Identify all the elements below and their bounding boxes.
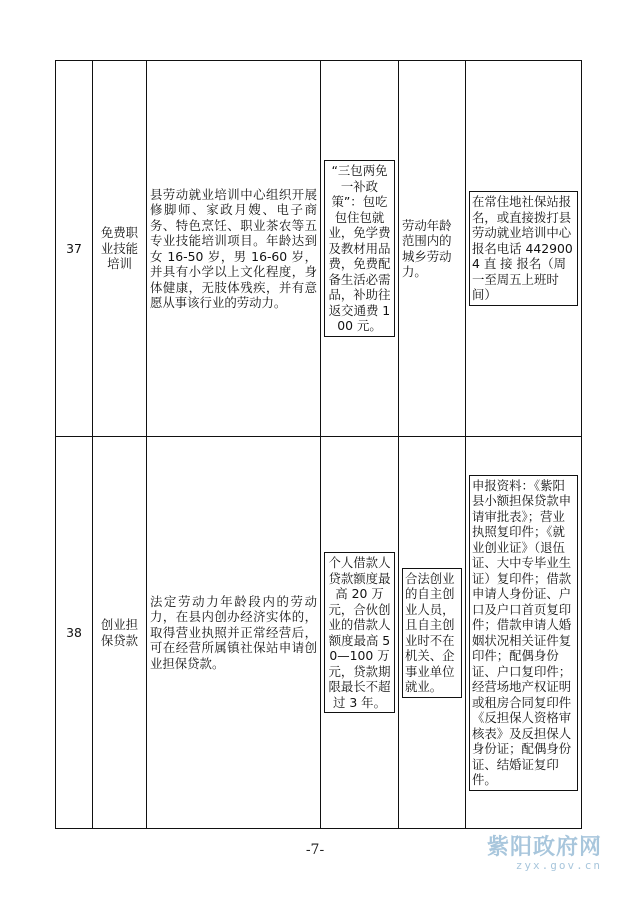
watermark-url: zyx.gov.cn [515, 859, 602, 872]
method-cell [466, 437, 582, 829]
conditions-text: 县劳动就业培训中心组织开展修脚师、家政月嫂、电子商务、特色烹饪、职业茶农等五专业技能培训项目。年龄达到女 16-50 岁，男 16-60 岁，并具有小学以上文化程度，身体健康，无肢体残疾，并有意愿从事该行业的劳动力。 [150, 186, 317, 310]
policy-cell [321, 437, 399, 829]
table-row [56, 437, 582, 829]
row-number: 37 [56, 61, 93, 437]
policy-text: 个人借款人贷款额度最高 20 万元，合伙创业的借款人额度最高 50—100 万元，贷款期限最长不超过 3 年。 [324, 552, 395, 713]
method-cell [466, 61, 582, 437]
target-text: 劳动年龄范围内的城乡劳动力。 [402, 217, 452, 279]
method-text: 申报资料：《紫阳县小额担保贷款申请审批表》；营业执照复印件；《就业创业证》（退伍证、大中专毕业生证）复印件；借款申请人身份证、户口及户口首页复印件；借款申请人婚姻状况相关证件复印件；配偶身份证、户口复印件；经营场地产权证明或租房合同复印件《反担保人资格审核表》及反担保人身份证；配偶身份证、结婚证复印件。 [469, 475, 578, 791]
site-watermark [487, 830, 602, 872]
project-name: 免费职业技能培训 [93, 61, 147, 437]
target-text: 合法创业的自主创业人员，且自主创业时不在机关、企事业单位就业。 [402, 568, 462, 698]
row-number: 38 [56, 437, 93, 829]
conditions-text: 法定劳动力年龄段内的劳动力，在县内创办经济实体的，取得营业执照并正常经营后，可在经营所属镇社保站申请创业担保贷款。 [150, 593, 317, 671]
policy-cell [321, 61, 399, 437]
target-cell [399, 437, 466, 829]
policy-table [55, 60, 582, 829]
page-number: -7- [305, 842, 325, 858]
watermark-name: 紫阳政府网 [486, 835, 602, 860]
conditions-cell [147, 61, 321, 437]
target-cell [399, 61, 466, 437]
method-text: 在常住地社保站报名，或直接拨打县劳动就业培训中心报名电话 4429004 直 接 报名（周一至周五上班时间） [469, 191, 578, 306]
project-name: 创业担保贷款 [93, 437, 147, 829]
policy-text: “三包两免一补政策”：包吃包住包就业，免学费及教材用品费，免费配备生活必需品，补助往返交通费 100 元。 [324, 160, 395, 337]
table-row [56, 61, 582, 437]
conditions-cell [147, 437, 321, 829]
